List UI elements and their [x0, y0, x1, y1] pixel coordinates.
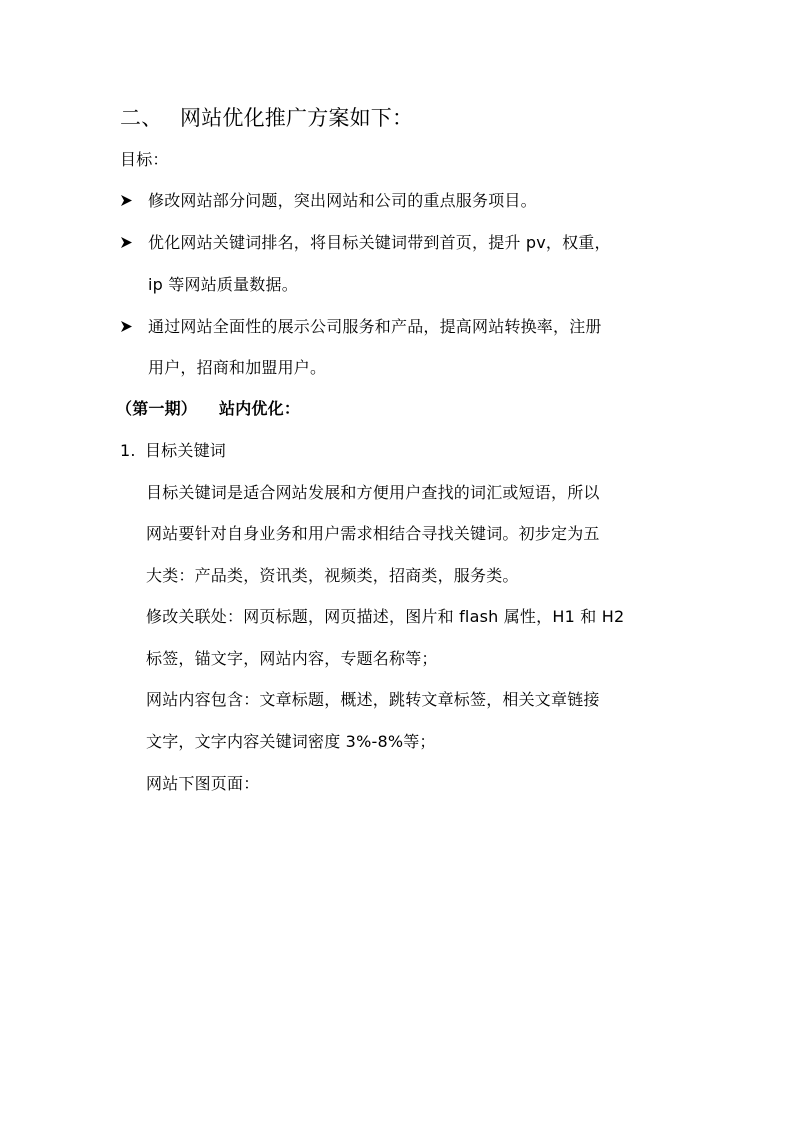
arrowhead-bullet-icon — [120, 232, 134, 254]
phase-label: （第一期） — [116, 399, 198, 418]
item-1-title: 目标关键词 — [144, 441, 226, 460]
item-1-paragraph-line: 大类：产品类，资讯类，视频类，招商类，服务类。 — [146, 566, 519, 585]
item-1-paragraph-line: 目标关键词是适合网站发展和方便用户查找的词汇或短语，所以 — [146, 483, 600, 502]
arrowhead-bullet-icon — [120, 190, 134, 212]
goal-3-line-2: 用户，招商和加盟用户。 — [148, 358, 327, 377]
item-1-paragraph-line: 修改关联处：网页标题，网页描述，图片和 flash 属性，H1 和 H2 — [146, 607, 625, 626]
section-heading — [120, 104, 413, 132]
item-1-paragraph-line: 文字，文字内容关键词密度 3%-8%等； — [146, 732, 436, 751]
arrowhead-bullet-icon — [120, 316, 134, 338]
phase-title: 站内优化： — [219, 399, 301, 418]
phase-heading — [116, 398, 300, 420]
item-1-paragraph-line: 网站下图页面： — [146, 774, 260, 793]
goal-1-line-1: 修改网站部分问题，突出网站和公司的重点服务项目。 — [148, 191, 537, 210]
section-heading-text: 网站优化推广方案如下： — [180, 106, 414, 130]
goal-label: 目标： — [120, 150, 169, 169]
item-1-paragraph-line: 网站要针对自身业务和用户需求相结合寻找关键词。初步定为五 — [146, 524, 600, 543]
item-1-heading — [120, 440, 226, 462]
goal-2-line-1: 优化网站关键词排名，将目标关键词带到首页，提升 pv，权重， — [148, 233, 611, 252]
section-heading-number: 二、 — [120, 106, 163, 130]
item-1-paragraph-line: 网站内容包含：文章标题，概述，跳转文章标签，相关文章链接 — [146, 690, 600, 709]
goal-3-line-1: 通过网站全面性的展示公司服务和产品，提高网站转换率，注册 — [148, 317, 602, 336]
item-1-paragraph-line: 标签，锚文字，网站内容，专题名称等； — [146, 649, 438, 668]
item-1-number: 1. — [120, 441, 136, 460]
goal-2-line-2: ip 等网站质量数据。 — [148, 275, 298, 294]
